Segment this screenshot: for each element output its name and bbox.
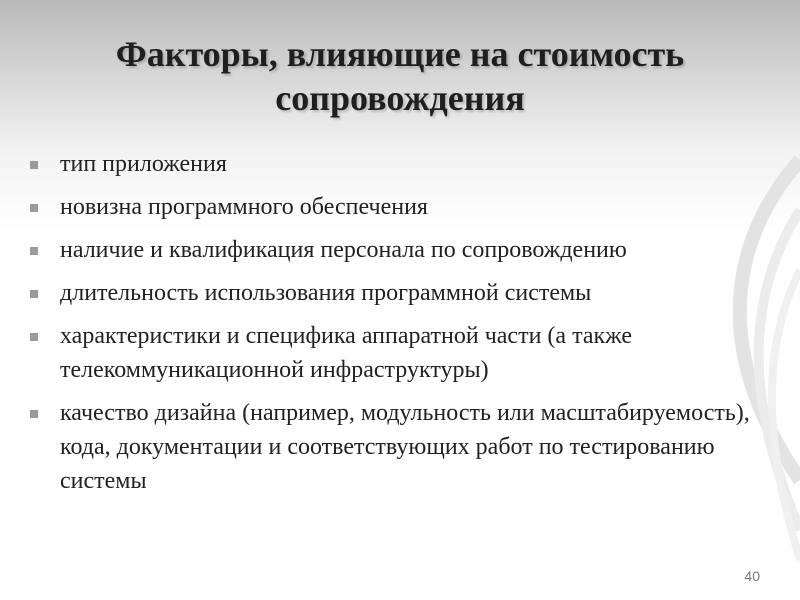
- bullet-text: качество дизайна (например, модульность или масштабируемость), кода, документации и соответствующих работ по тестированию системы: [60, 400, 750, 494]
- list-item: [26, 276, 766, 310]
- square-bullet-icon: [30, 204, 38, 212]
- bullet-text: новизна программного обеспечения: [60, 194, 428, 220]
- slide-title: Факторы, влияющие на стоимость сопровождения: [115, 34, 685, 118]
- bullet-text: длительность использования программной системы: [60, 280, 592, 306]
- square-bullet-icon: [30, 247, 38, 255]
- list-item: [26, 233, 766, 267]
- list-item: [26, 319, 766, 387]
- list-item: [26, 396, 766, 498]
- square-bullet-icon: [30, 333, 38, 341]
- bullet-text: тип приложения: [60, 151, 227, 177]
- square-bullet-icon: [30, 290, 38, 298]
- bullet-text: характеристики и специфика аппаратной части (а также телекоммуникационной инфраструктуры): [60, 323, 633, 383]
- square-bullet-icon: [30, 410, 38, 418]
- list-item: [26, 190, 766, 224]
- square-bullet-icon: [30, 161, 38, 169]
- bullet-list: [26, 147, 766, 507]
- list-item: [26, 147, 766, 181]
- page-number: 40: [744, 568, 760, 584]
- bullet-text: наличие и квалификация персонала по сопровождению: [60, 237, 627, 263]
